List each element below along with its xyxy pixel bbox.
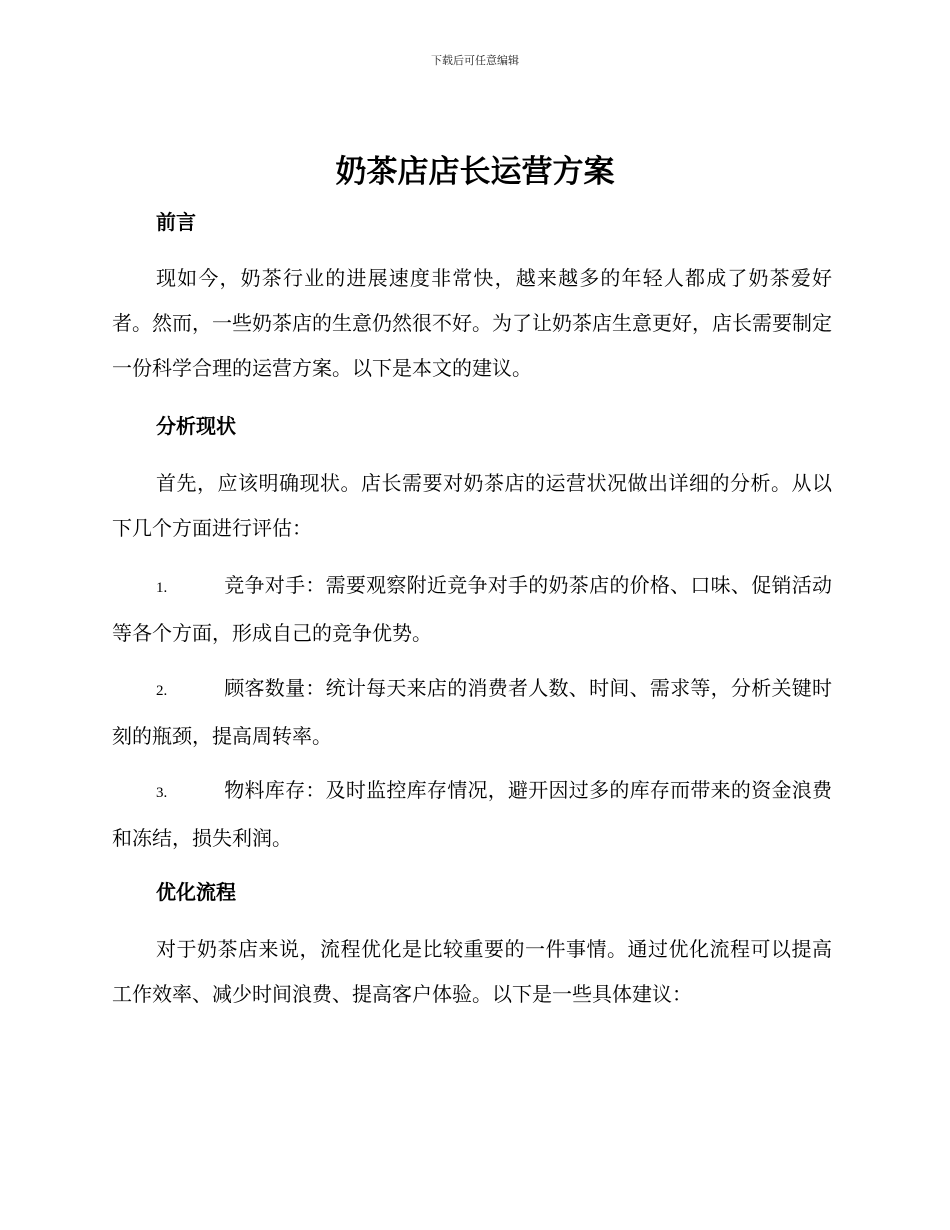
paragraph-optimize: 对于奶茶店来说，流程优化是比较重要的一件事情。通过优化流程可以提高工作效率、减少时间浪费、提高客户体验。以下是一些具体建议：	[112, 937, 832, 1006]
list-item-number: 2.	[156, 683, 168, 699]
section-heading-analysis: 分析现状	[156, 414, 236, 438]
list-item-number: 1.	[156, 580, 168, 596]
paragraph-preface: 现如今，奶茶行业的进展速度非常快，越来越多的年轻人都成了奶茶爱好者。然而，一些奶茶店的生意仍然很不好。为了让奶茶店生意更好，店长需要制定一份科学合理的运营方案。以下是本文的建议。	[112, 266, 832, 380]
section-heading-optimize: 优化流程	[156, 880, 236, 904]
paragraph-analysis: 首先，应该明确现状。店长需要对奶茶店的运营状况做出详细的分析。从以下几个方面进行评估：	[112, 471, 832, 540]
list-item	[112, 666, 832, 759]
document-title: 奶茶店店长运营方案	[335, 154, 615, 190]
list-item-text: 顾客数量：统计每天来店的消费者人数、时间、需求等，分析关键时刻的瓶颈，提高周转率。	[112, 676, 832, 748]
list-item-text: 物料库存：及时监控库存情况，避开因过多的库存而带来的资金浪费和冻结，损失利润。	[112, 778, 832, 850]
list-item-text: 竞争对手：需要观察附近竞争对手的奶茶店的价格、口味、促销活动等各个方面，形成自己的竞争优势。	[112, 573, 832, 645]
header-note: 下载后可任意编辑	[431, 54, 519, 67]
list-item-number: 3.	[156, 785, 168, 801]
list-item	[112, 768, 832, 861]
list-item	[112, 563, 832, 656]
section-heading-preface: 前言	[156, 210, 196, 234]
